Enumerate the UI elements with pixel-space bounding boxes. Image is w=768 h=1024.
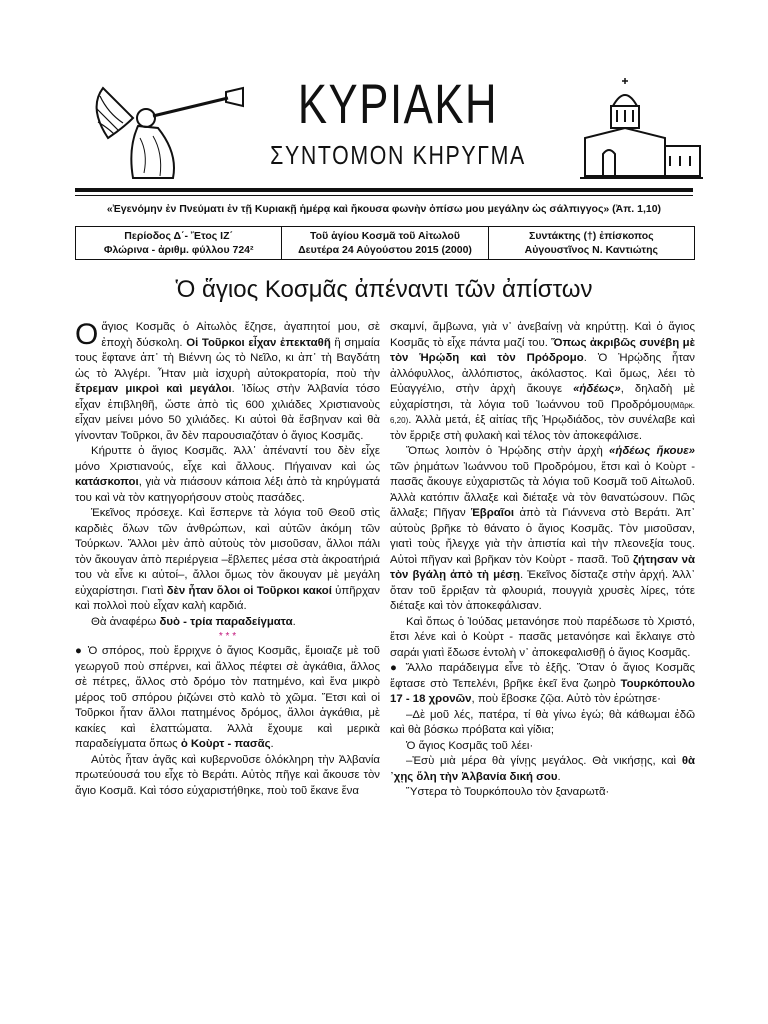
scripture-reference: (Μᾶρκ. 6,20) [390,400,695,425]
feast-day: Τοῦ ἁγίου Κοσμᾶ τοῦ Αἰτωλοῦ [310,230,460,242]
newspaper-title: ΚΥΡΙΑΚΗ [297,72,499,135]
header-rule-thick [75,188,693,192]
paragraph: Καὶ ὅπως ὁ Ἰούδας μετανόησε ποὺ παρέδωσε τὸ Χριστό, ἔτσι λένε καὶ ὁ Κοὺρτ - πασᾶς μετανόησε καὶ ἔκλαιγε στὸ σαράι γιατὶ ἔδωσε ἐντολὴ ν᾽ ἀποκεφαλισθῇ ὁ ἅγιος Κοσμᾶς. [390,615,695,659]
section-divider-stars: * * * [218,631,237,642]
paragraph: Ἐκεῖνος πρόσεχε. Καὶ ἔσπερνε τὰ λόγια τοῦ Θεοῦ στὶς καρδιὲς ὅλων τῶν ἀνθρώπων, καὶ αὐτῶν ἀκόμη τῶν Τούρκων. Ἄλλοι μὲν ἀπὸ αὐτοὺς τὸν μισοῦσαν, ἄλλοι πάλι τὸν ἄκουγαν ἀπὸ περιέργεια –ἔβλεπες μέσα στὰ ἀκροατήριά του νὰ εἶνε κι αὐτοί–, ἄλλοι ὅμως τὸν ἄκουγαν μὲ μεγάλη εὐχαρίστησι. Γιατὶ δὲν ἦταν ὅλοι οἱ Τοῦρκοι κακοί ὑπῆρχαν καὶ πολλοὶ ποὺ εἶχαν καλὴ καρδιά. [75,507,380,612]
paragraph: –Ἐσὺ μιὰ μέρα θὰ γίνῃς μεγάλος. Θὰ νικήσῃς, καὶ θὰ ᾽χῃς ὅλη τὴν Ἀλβανία δική σου. [390,755,695,783]
drop-cap: Ο [75,318,99,351]
paragraph: Ο ἅγιος Κοσμᾶς ὁ Αἰτωλὸς ἔζησε, ἀγαπητοί μου, σὲ ἐποχὴ δύσκολη. Οἱ Τοῦρκοι εἶχαν ἐπεκταθῆ ἢ σημαία τους ἔφτανε ἀπ᾽ τὴ Βιέννη ὡς τὸ Νεῖλο, κι ἀπ᾽ τὴ Βαγδάτη ὡς τὸ Ἀλγέρι. Ἦταν μιὰ ἰσχυρὴ αὐτοκρατορία, ποὺ τὴν ἔτρεμαν μικροὶ καὶ μεγάλοι. Ἰδίως στὴν Ἀλβανία τόσο εἶχαν ἐπιβληθῆ, ὥστε ἀπὸ τὶς 600 χιλιάδες Χριστιανοὺς εἶχαν μείνει μόνο 50 χιλιάδες. Κι αὐτοὶ θὰ ἔσβηναν καὶ θὰ γίνονταν Τοῦρκοι, ἂν δὲν παρουσιαζόταν ὁ ἅγιος Κοσμᾶς. [75,318,381,442]
newspaper-subtitle: ΣΥΝΤΟΜΟΝ ΚΗΡΥΓΜΑ [270,140,526,170]
paragraph: Αὐτὸς ἦταν ἀγᾶς καὶ κυβερνοῦσε ὁλόκληρη τὴν Ἀλβανία πρωτεύουσά του εἶχε τὸ Βεράτι. Αὐτὸς πῆγε καὶ ἄκουσε τὸν ἅγιο Κοσμᾶ. Καὶ τόσο εὐχαριστήθηκε, ποὺ τοῦ ἔκανε ἕνα [75,753,380,797]
issue-period-cell [76,227,282,259]
header-rule-thin [75,195,693,196]
paragraph: Ὁ ἅγιος Κοσμᾶς τοῦ λέει· [406,739,534,752]
issue-number: Φλώρινα - ἀριθμ. φύλλου 724² [103,244,254,256]
paragraph: Ὕστερα τὸ Τουρκόπουλο τὸν ξαναρωτᾶ· [406,786,610,798]
issue-period: Περίοδος Δ΄- Ἔτος ΙΖ΄ [124,230,234,242]
paragraph: σκαμνί, ἄμβωνα, γιὰ ν᾽ ἀνεβαίνῃ νὰ κηρύττῃ. Καὶ ὁ ἅγιος Κοσμᾶς τὸ εἶχε πάντα μαζί του. Ὅπως ἀκριβῶς συνέβη μὲ τὸν Ἡρῴδη καὶ τὸν Πρόδρομο. Ὁ Ἡρῴδης ἦταν ἀλλόφυλλος, ἀλλόπιστος, ἀκόλαστος. Καὶ ὅμως, λέει τὸ Εὐαγγέλιο, στὴν ἀρχὴ ἄκουγε «ἡδέως», δηλαδὴ μὲ εὐχαρίστησι, τὰ λόγια τοῦ Ἰωάννου τοῦ Προδρόμου(Μᾶρκ. 6,20). Ἀλλὰ μετά, ἐξ αἰτίας τῆς Ἡρῳδιάδος, τὸν συνέλαβε καὶ τὸν ἔρριξε στὴ φυλακὴ καὶ τέλος τὸν ἀποκεφάλισε. [390,321,696,442]
paragraph: ● Ἄλλο παράδειγμα εἶνε τὸ ἑξῆς. Ὅταν ὁ ἅγιος Κοσμᾶς ἔφτασε στὸ Τεπελένι, βρῆκε ἐκεῖ ἕνα ζωηρὸ Τουρκόπουλο 17 - 18 χρονῶν, ποὺ ἔβοσκε ζῷα. Αὐτὸ τὸν ἐρώτησε· [390,662,695,705]
angel-trumpet-illustration [78,78,253,183]
issue-date: Δευτέρα 24 Αὐγούστου 2015 (2000) [298,244,472,256]
author-name: Αὐγουστῖνος Ν. Καντιώτης [524,244,658,256]
article-headline: Ὁ ἅγιος Κοσμᾶς ἀπέναντι τῶν ἀπίστων [175,276,593,303]
article-column-left [75,320,380,799]
paragraph: –Δὲ μοῦ λές, πατέρα, τί θὰ γίνω ἐγώ; θὰ κάθωμαι ἐδῶ καὶ θὰ βόσκω πρόβατα καὶ γίδια; [390,708,695,736]
church-illustration [575,76,705,184]
paragraph: ● Ὁ σπόρος, ποὺ ἔρριχνε ὁ ἅγιος Κοσμᾶς, ἔμοιαζε μὲ τοῦ γεωργοῦ ποὺ σπέρνει, καὶ ἄλλος πέφτει σὲ ἀγκάθια, ἄλλος σὲ πέτρες, ἄλλος στὸ δρόμο τὸν πατημένο, καὶ ἕνα μικρὸ μέρος τοῦ σπόρου ῥιζώνει στὸ καλὸ τὸ χῶμα. Ἔτσι καὶ οἱ Τοῦρκοι ἦταν ἄλλοι πατημένος δρόμος, ἄλλοι ἀγκάθια, μὲ κακίες καὶ ἐλαττώματα. Ἀλλὰ ἔχουμε καὶ μερικὰ παραδείγματα ὅπως ὁ Κοὺρτ - πασᾶς. [75,645,380,750]
issue-author-cell [489,227,694,259]
paragraph: Θὰ ἀναφέρω δυὸ - τρία παραδείγματα. [91,615,296,628]
author-role: Συντάκτης (†) ἐπίσκοπος [529,230,654,242]
paragraph: Ὅπως λοιπὸν ὁ Ἡρῴδης στὴν ἀρχὴ «ἡδέως ἤκουε» τῶν ῥημάτων Ἰωάννου τοῦ Προδρόμου, ἔτσι καὶ ὁ Κοὺρτ - πασᾶς ἄκουγε εὐχαριστῶς τὰ λόγια τοῦ Κοσμᾶ τοῦ Αἰτωλοῦ. Ἀλλὰ κατόπιν ἄλλαξε καὶ διέταξε νὰ τὸν θανατώσουν. Πῶς ἄλλαξε; Πῆγαν Ἑβραῖοι ἀπὸ τὰ Γιάννενα στὸ Βεράτι. Ἀπ᾽ αὐτοὺς βρῆκε τὸ θάνατο ὁ ἅγιος Κοσμᾶς. Τὸν μισοῦσαν, γιατὶ τοὺς ἤλεγχε γιὰ τὴν ἀπιστία καὶ τὴν πλεονεξία τους. Αὐτοὶ πῆγαν καὶ βρῆκαν τὸν Κοὺρτ - πασᾶ. Τοῦ ζήτησαν νὰ τὸν βγάλῃ ἀπὸ τὴ μέσῃ. Ἐκεῖνος δίσταζε στὴν ἀρχή. Ἀλλ᾽ ὅταν τοῦ ἔρριξαν τὰ φλουριά, πουγγιὰ χρυσὲς λίρες, τότε διέταξε καὶ τὸν ἀποκεφάλισαν. [390,445,695,612]
paragraph: Κήρυττε ὁ ἅγιος Κοσμᾶς. Ἀλλ᾽ ἀπέναντί του δὲν εἶχε μόνο Χριστιανούς, εἶχε καὶ ἄλλους. Πήγαιναν καὶ ὡς κατάσκοποι, γιὰ νὰ πιάσουν κάποια λέξι ἀπὸ τὰ κηρύγματά του καὶ νὰ τὸν κατηγορήσουν στοὺς πασάδες. [75,445,380,504]
epigraph: «Ἐγενόμην ἐν Πνεύματι ἐν τῇ Κυριακῇ ἡμέρᾳ καὶ ἤκουσα φωνὴν ὀπίσω μου μεγάλην ὡς σάλπιγγος» (Ἀπ. 1,10) [106,203,662,215]
article-column-right [390,320,695,801]
issue-info-box [75,226,695,260]
issue-date-cell [282,227,488,259]
